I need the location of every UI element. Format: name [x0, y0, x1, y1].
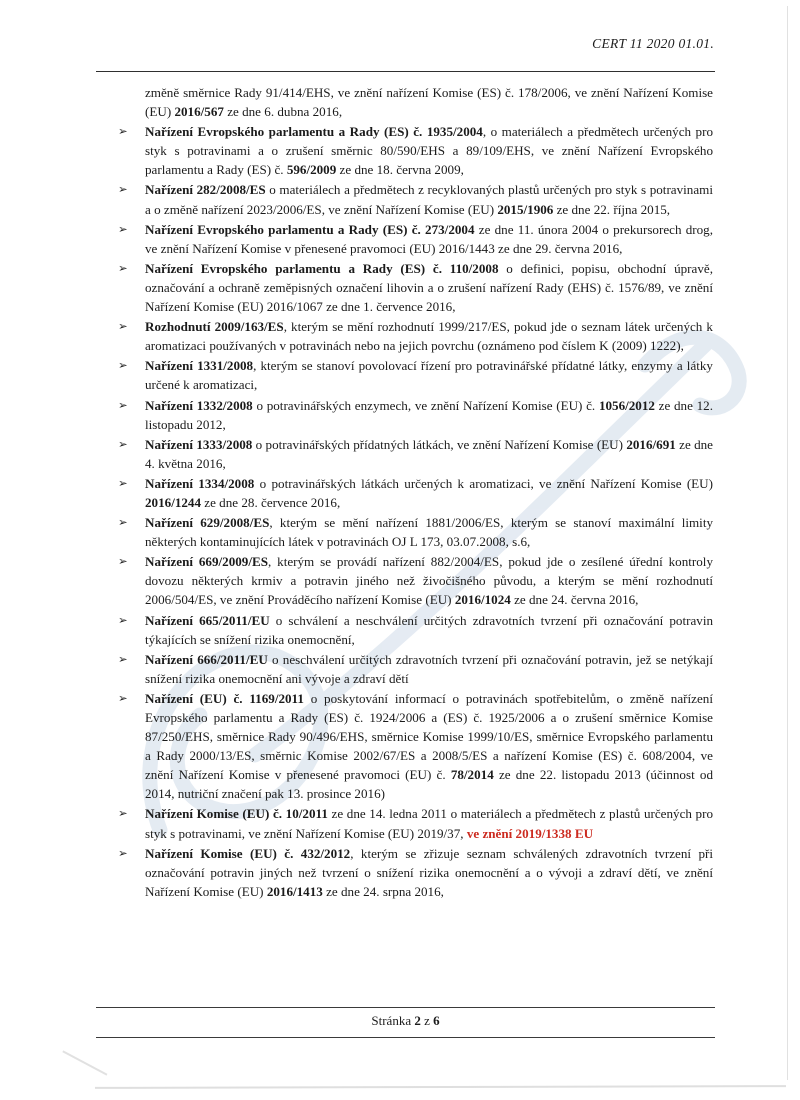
- text-segment: ze dne 12. listopadu 2012,: [145, 397, 713, 432]
- regulation-list-item: [100, 180, 713, 218]
- footer-divider-bottom: [96, 1037, 715, 1038]
- text-segment: ze dne 4. května 2016,: [145, 436, 713, 471]
- text-segment: ze dne 24. srpna 2016,: [322, 883, 444, 899]
- regulation-list-item: [100, 396, 713, 434]
- text-segment: Nařízení 1333/2008: [145, 436, 253, 452]
- arrow-bullet-icon: ➢: [118, 517, 128, 530]
- regulation-list-item: [100, 611, 713, 649]
- text-segment: 2016/1024: [454, 592, 511, 608]
- scan-edge-bottom: [95, 1085, 786, 1088]
- text-segment: o definici, popisu, obchodní úpravě, označování a ochraně zeměpisných označení lihovin a o zrušení nařízení Rady (EHS) č. 1576/89, ve znění Nařízení Komise (EU) 2016/1067 ze dne 1. července 2016,: [145, 260, 713, 315]
- page-number: [96, 1013, 715, 1029]
- text-segment: Rozhodnutí 2009/163/ES: [145, 319, 284, 335]
- arrow-bullet-icon: ➢: [118, 360, 128, 373]
- text-segment: Nařízení Evropského parlamentu a Rady (ES) č. 1935/2004: [145, 124, 483, 140]
- text-segment: 596/2009: [286, 162, 337, 178]
- text-segment: ze dne 18. června 2009,: [336, 162, 464, 178]
- text-segment: o potravinářských přídatných látkách, ve znění Nařízení Komise (EU): [252, 436, 627, 452]
- text-segment: ze dne 22. listopadu 2013 (účinnost od 2014, nutriční značení pak 13. prosince 2016): [145, 767, 713, 802]
- arrow-bullet-icon: ➢: [118, 262, 128, 275]
- text-segment: o neschválení určitých zdravotních tvrzení při označování potravin, jež se netýkají snížení rizika onemocnění ani vývoje a zdraví dětí: [145, 651, 714, 686]
- arrow-bullet-icon: ➢: [118, 847, 128, 860]
- text-segment: o potravinářských enzymech, ve znění Nařízení Komise (EU) č.: [252, 397, 599, 413]
- text-segment: ze dne 22. října 2015,: [553, 201, 671, 217]
- header-divider: [96, 71, 715, 72]
- regulation-list-item: [100, 804, 713, 842]
- text-segment: ze dne 28. července 2016,: [201, 494, 341, 510]
- regulation-list-item: [100, 552, 713, 609]
- text-segment: Stránka: [371, 1013, 415, 1028]
- text-segment: 2016/691: [626, 436, 676, 452]
- text-segment: 2: [414, 1013, 421, 1028]
- arrow-bullet-icon: ➢: [118, 223, 128, 236]
- regulation-list-item: [100, 844, 713, 901]
- text-segment: ze dne 14. ledna 2011 o materiálech a předmětech z plastů určených pro styk s potravinami, ve znění Nařízení Komise (EU) 2019/37,: [145, 806, 714, 841]
- text-segment: 78/2014: [450, 767, 494, 783]
- text-segment: ze dne 6. dubna 2016,: [223, 104, 343, 120]
- arrow-bullet-icon: ➢: [118, 126, 128, 139]
- text-segment: Nařízení Evropského parlamentu a Rady (ES) č. 110/2008: [145, 260, 499, 276]
- text-segment: Nařízení Komise (EU) č. 432/2012: [145, 845, 351, 861]
- regulation-list-item: [100, 474, 713, 512]
- regulation-list-item: [100, 513, 713, 551]
- regulation-list-item: [100, 689, 713, 804]
- arrow-bullet-icon: ➢: [118, 808, 128, 821]
- arrow-bullet-icon: ➢: [118, 438, 128, 451]
- arrow-bullet-icon: ➢: [118, 477, 128, 490]
- arrow-bullet-icon: ➢: [118, 399, 128, 412]
- text-segment: , kterým se stanoví povolovací řízení pro potravinářské přídatné látky, enzymy a látky určené k aromatizaci,: [145, 358, 713, 393]
- text-segment: , kterým se provádí nařízení 882/2004/ES, pokud jde o zesílené úřední kontroly dovozu některých krmiv a potravin jiného než živočišného původu, a kterým se mění rozhodnutí 2006/504/ES, ve znění Prováděcího nařízení Komise (EU): [145, 554, 713, 608]
- scan-corner-mark: [63, 1050, 108, 1075]
- text-segment: 2016/1244: [145, 494, 202, 510]
- text-segment: o potravinářských látkách určených k aromatizaci, ve znění Nařízení Komise (EU): [254, 475, 713, 491]
- footer-divider-top: [96, 1007, 715, 1008]
- text-segment: , o materiálech a předmětech určených pro styk s potravinami a o zrušení směrnic 80/590/EHS a 89/109/EHS, ve znění Nařízení Evropského parlamentu a Rady (ES) č.: [145, 124, 714, 178]
- text-segment: , kterým se zřizuje seznam schválených zdravotních tvrzení při označování potravin jiných než tvrzení o snížení rizika onemocnění a o vývoji a zdraví dětí, ve znění Nařízení Komise (EU): [145, 845, 713, 899]
- arrow-bullet-icon: ➢: [118, 556, 128, 569]
- text-segment: o schválení a neschválení určitých zdravotních tvrzení při označování potravin týkajících se snížení rizika onemocnění,: [145, 612, 713, 647]
- regulation-list-item: [100, 122, 713, 179]
- regulation-list-item: [100, 259, 713, 316]
- arrow-bullet-icon: ➢: [118, 692, 128, 705]
- text-segment: 1056/2012: [598, 397, 655, 413]
- text-segment: Nařízení 1331/2008: [145, 358, 254, 374]
- text-segment: , kterým se mění rozhodnutí 1999/217/ES, pokud jde o seznam látek určených k aromatizaci používaných v potravinách nebo na jejich povrchu (oznámeno pod číslem K (2009) 1222),: [145, 319, 713, 354]
- text-segment: ve znění 2019/1338 EU: [466, 825, 594, 841]
- text-segment: Nařízení Evropského parlamentu a Rady (ES) č. 273/2004: [145, 221, 475, 237]
- regulation-list-item: [100, 356, 713, 394]
- text-segment: 6: [433, 1013, 440, 1028]
- text-segment: o materiálech a předmětech z recyklovaných plastů určených pro styk s potravinami a o změně nařízení 2023/2006/ES, ve znění Nařízení Komise (EU): [145, 182, 713, 217]
- text-segment: Nařízení (EU) č. 1169/2011: [145, 690, 304, 706]
- arrow-bullet-icon: ➢: [118, 321, 128, 334]
- text-segment: ze dne 24. června 2016,: [510, 592, 639, 608]
- regulation-list-item: [100, 317, 713, 355]
- text-segment: 2016/567: [174, 104, 224, 120]
- text-segment: 2015/1906: [497, 201, 554, 217]
- text-segment: , kterým se mění nařízení 1881/2006/ES, kterým se stanoví maximální limity některých kontaminujících látek v potravinách OJ L 173, 03.07.2008, s.6,: [145, 515, 714, 550]
- text-segment: Nařízení Komise (EU) č. 10/2011: [145, 806, 328, 822]
- arrow-bullet-icon: ➢: [118, 184, 128, 197]
- regulation-list: [100, 83, 713, 902]
- regulation-list-item: [100, 650, 713, 688]
- regulation-list-item: [100, 220, 713, 258]
- scan-edge-right: [787, 6, 789, 1080]
- text-segment: Nařízení 282/2008/ES: [145, 182, 266, 198]
- text-segment: 2016/1413: [266, 883, 323, 899]
- text-segment: o poskytování informací o potravinách spotřebitelům, o změně nařízení Evropského parlamentu a Rady (ES) č. 1924/2006 a (ES) č. 1925/2006 a o zrušení směrnice Komise 87/250/EHS, směrnice Rady 90/496/EHS, směrnice Komise 1999/10/ES, směrnice Evropského parlamentu a Rady 2000/13/ES, směrnic Komise 2002/67/ES a 2008/5/ES a nařízení Komise (ES) č. 608/2004, ve znění Nařízení Komise v přenesené pravomoci (EU) č.: [145, 690, 713, 783]
- arrow-bullet-icon: ➢: [118, 653, 128, 666]
- text-segment: ze dne 11. února 2004 o prekursorech drog, ve znění Nařízení Komise v přenesené pravomoci (EU) 2016/1443 ze dne 29. června 2016,: [145, 221, 714, 256]
- text-segment: změně směrnice Rady 91/414/EHS, ve znění nařízení Komise (ES) č. 178/2006, ve znění Nařízení Komise (EU): [145, 85, 713, 120]
- regulation-list-item: [100, 435, 713, 473]
- text-segment: Nařízení 1334/2008: [145, 475, 255, 491]
- document-code: CERT 11 2020 01.01.: [592, 36, 714, 51]
- text-segment: z: [420, 1013, 434, 1028]
- text-segment: Nařízení 629/2008/ES: [145, 515, 270, 531]
- text-segment: Nařízení 669/2009/ES: [145, 554, 268, 570]
- arrow-bullet-icon: ➢: [118, 614, 128, 627]
- text-segment: Nařízení 665/2011/EU: [145, 612, 270, 628]
- continuation-paragraph: [100, 83, 713, 121]
- text-segment: Nařízení 666/2011/EU: [145, 651, 268, 667]
- text-segment: Nařízení 1332/2008: [145, 397, 253, 413]
